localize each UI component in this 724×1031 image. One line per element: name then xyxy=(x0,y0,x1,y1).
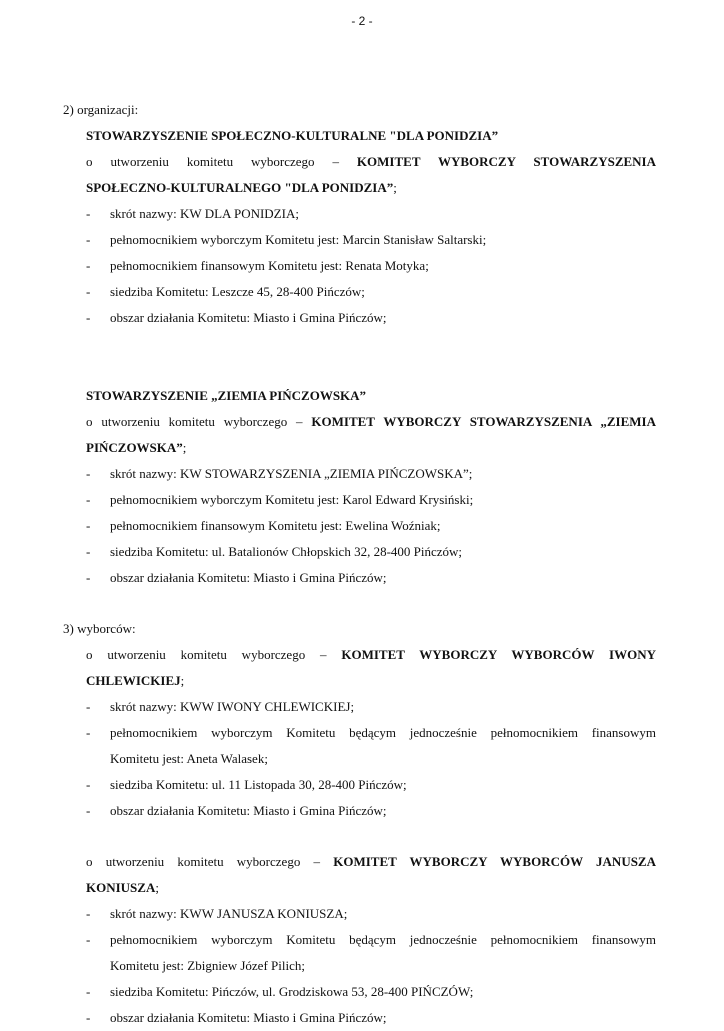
spacer xyxy=(63,331,656,383)
list-item: - siedziba Komitetu: Leszcze 45, 28-400 Pińczów; xyxy=(86,284,365,299)
voters1-intro-prefix: o utworzeniu komitetu wyborczego – xyxy=(86,647,327,662)
list-item: - obszar działania Komitetu: Miasto i Gmina Pińczów; xyxy=(86,803,387,818)
list-item: - pełnomocnikiem wyborczym Komitetu jest: Karol Edward Krysiński; xyxy=(86,492,474,507)
voters1-intro-line1 xyxy=(63,642,656,668)
list-item: - pełnomocnikiem wyborczym Komitetu będącym jednocześnie pełnomocnikiem finansowym Komitetu jest: Zbigniew Józef Pilich; xyxy=(86,932,656,973)
spacer xyxy=(63,591,656,616)
org2-intro-line1 xyxy=(63,409,656,435)
document-body xyxy=(63,97,656,1031)
section-heading-voters: 3) wyborców: xyxy=(63,621,136,636)
org2-committee-name-part2: PIŃCZOWSKA” xyxy=(86,440,183,455)
org2-name: STOWARZYSZENIE „ZIEMIA PIŃCZOWSKA” xyxy=(86,388,367,403)
voters1-committee-name-part2: CHLEWICKIEJ xyxy=(86,673,181,688)
org1-intro-line2: SPOŁECZNO-KULTURALNEGO "DLA PONIDZIA”; xyxy=(86,180,397,195)
voters1-committee-name-part1: KOMITET WYBORCZY WYBORCÓW IWONY xyxy=(341,647,656,662)
voters2-intro-line1 xyxy=(63,849,656,875)
list-item: - siedziba Komitetu: ul. 11 Listopada 30, 28-400 Pińczów; xyxy=(86,777,407,792)
list-item: - siedziba Komitetu: Pińczów, ul. Grodziskowa 53, 28-400 PIŃCZÓW; xyxy=(86,984,474,999)
list-item: - pełnomocnikiem finansowym Komitetu jest: Renata Motyka; xyxy=(86,258,429,273)
list-item: - obszar działania Komitetu: Miasto i Gmina Pińczów; xyxy=(86,570,387,585)
voters2-intro-line2: KONIUSZA; xyxy=(86,880,159,895)
list-item: - skrót nazwy: KWW IWONY CHLEWICKIEJ; xyxy=(86,699,355,714)
voters2-intro-prefix: o utworzeniu komitetu wyborczego – xyxy=(86,854,321,869)
org1-name: STOWARZYSZENIE SPOŁECZNO-KULTURALNE "DLA PONIDZIA” xyxy=(86,128,499,143)
list-item: - skrót nazwy: KWW JANUSZA KONIUSZA; xyxy=(86,906,348,921)
list-item: - obszar działania Komitetu: Miasto i Gmina Pińczów; xyxy=(86,1010,387,1025)
org2-intro-prefix: o utworzeniu komitetu wyborczego – xyxy=(86,414,303,429)
org1-intro-prefix: o utworzeniu komitetu wyborczego – xyxy=(86,154,339,169)
org1-committee-name-part2: SPOŁECZNO-KULTURALNEGO "DLA PONIDZIA” xyxy=(86,180,394,195)
section-heading-organizations: 2) organizacji: xyxy=(63,102,139,117)
page-number: - 2 - xyxy=(351,14,373,28)
voters2-committee-name-part1: KOMITET WYBORCZY WYBORCÓW JANUSZA xyxy=(333,854,656,869)
list-item: - skrót nazwy: KW STOWARZYSZENIA „ZIEMIA PIŃCZOWSKA”; xyxy=(86,466,473,481)
voters2-committee-name-part2: KONIUSZA xyxy=(86,880,156,895)
list-item: - pełnomocnikiem finansowym Komitetu jest: Ewelina Woźniak; xyxy=(86,518,441,533)
org1-intro-line1 xyxy=(63,149,656,175)
list-item: - siedziba Komitetu: ul. Batalionów Chłopskich 32, 28-400 Pińczów; xyxy=(86,544,463,559)
list-item: - skrót nazwy: KW DLA PONIDZIA; xyxy=(86,206,299,221)
list-item: - obszar działania Komitetu: Miasto i Gmina Pińczów; xyxy=(86,310,387,325)
org2-committee-name-part1: KOMITET WYBORCZY STOWARZYSZENIA „ZIEMIA xyxy=(311,414,657,429)
list-item: - pełnomocnikiem wyborczym Komitetu będącym jednocześnie pełnomocnikiem finansowym Komitetu jest: Aneta Walasek; xyxy=(86,725,656,766)
spacer xyxy=(63,824,656,849)
org1-committee-name-part1: KOMITET WYBORCZY STOWARZYSZENIA xyxy=(356,154,656,169)
org2-intro-line2: PIŃCZOWSKA”; xyxy=(86,440,187,455)
voters1-intro-line2: CHLEWICKIEJ; xyxy=(86,673,185,688)
list-item: - pełnomocnikiem wyborczym Komitetu jest: Marcin Stanisław Saltarski; xyxy=(86,232,487,247)
